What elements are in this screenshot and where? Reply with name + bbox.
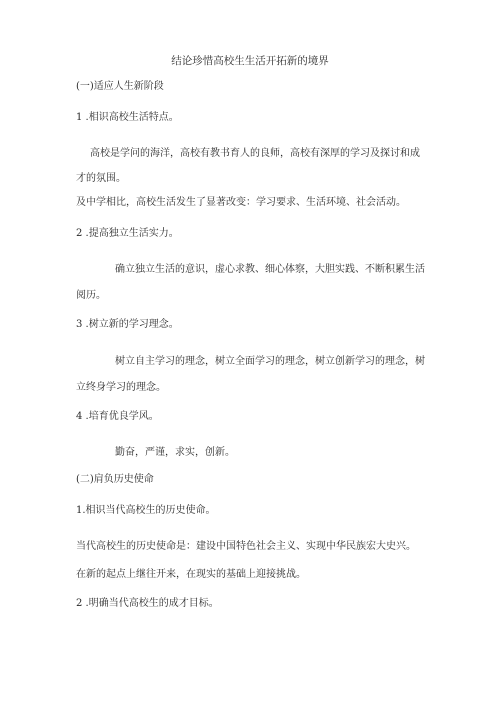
item-3-paragraph-line-2: 立终身学习的理念。 — [76, 382, 166, 393]
section-2-item-1-paragraph-line-1: 当代高校生的历史使命是：建设中国特色社会主义、实现中华民族宏大史兴。 — [76, 541, 416, 552]
section-2-item-1-heading: 1.相识当代高校生的历史使命。 — [76, 505, 216, 516]
item-4-heading: 4 .培育优良学风。 — [76, 411, 159, 422]
section-2-item-1-paragraph-line-2: 在新的起点上继往开来，在现实的基础上迎接挑战。 — [76, 569, 306, 580]
item-2-paragraph-line-2: 阅历。 — [76, 290, 106, 301]
section-2-heading: (二)肩负历史使命 — [76, 474, 154, 485]
item-3-heading: 3 .树立新的学习理念。 — [76, 319, 179, 330]
item-3-paragraph-line-1: 树立自主学习的理念，树立全面学习的理念，树立创新学习的理念，树 — [115, 356, 425, 367]
section-1-heading: (一)适应人生新阶段 — [76, 81, 164, 92]
item-2-heading: 2 .提高独立生活实力。 — [76, 228, 179, 239]
item-1-paragraph-2: 及中学相比，高校生活发生了显著改变：学习要求、生活环境、社会活动。 — [76, 197, 406, 208]
item-1-heading: 1 .相识高校生活特点。 — [76, 112, 179, 123]
item-4-paragraph: 勤奋，严谨，求实，创新。 — [115, 447, 235, 458]
item-1-paragraph-line-1: 高校是学问的海洋，高校有教书育人的良师，高校有深厚的学习及探讨和成 — [90, 148, 420, 159]
section-2-item-2-heading: 2 .明确当代高校生的成才目标。 — [76, 598, 219, 609]
item-2-paragraph-line-1: 确立独立生活的意识，虚心求教、细心体察，大胆实践、不断积累生活 — [115, 264, 425, 275]
item-1-paragraph-line-2: 才的氛围。 — [76, 173, 126, 184]
document-title: 结论珍惜高校生生活开拓新的境界 — [171, 55, 329, 67]
